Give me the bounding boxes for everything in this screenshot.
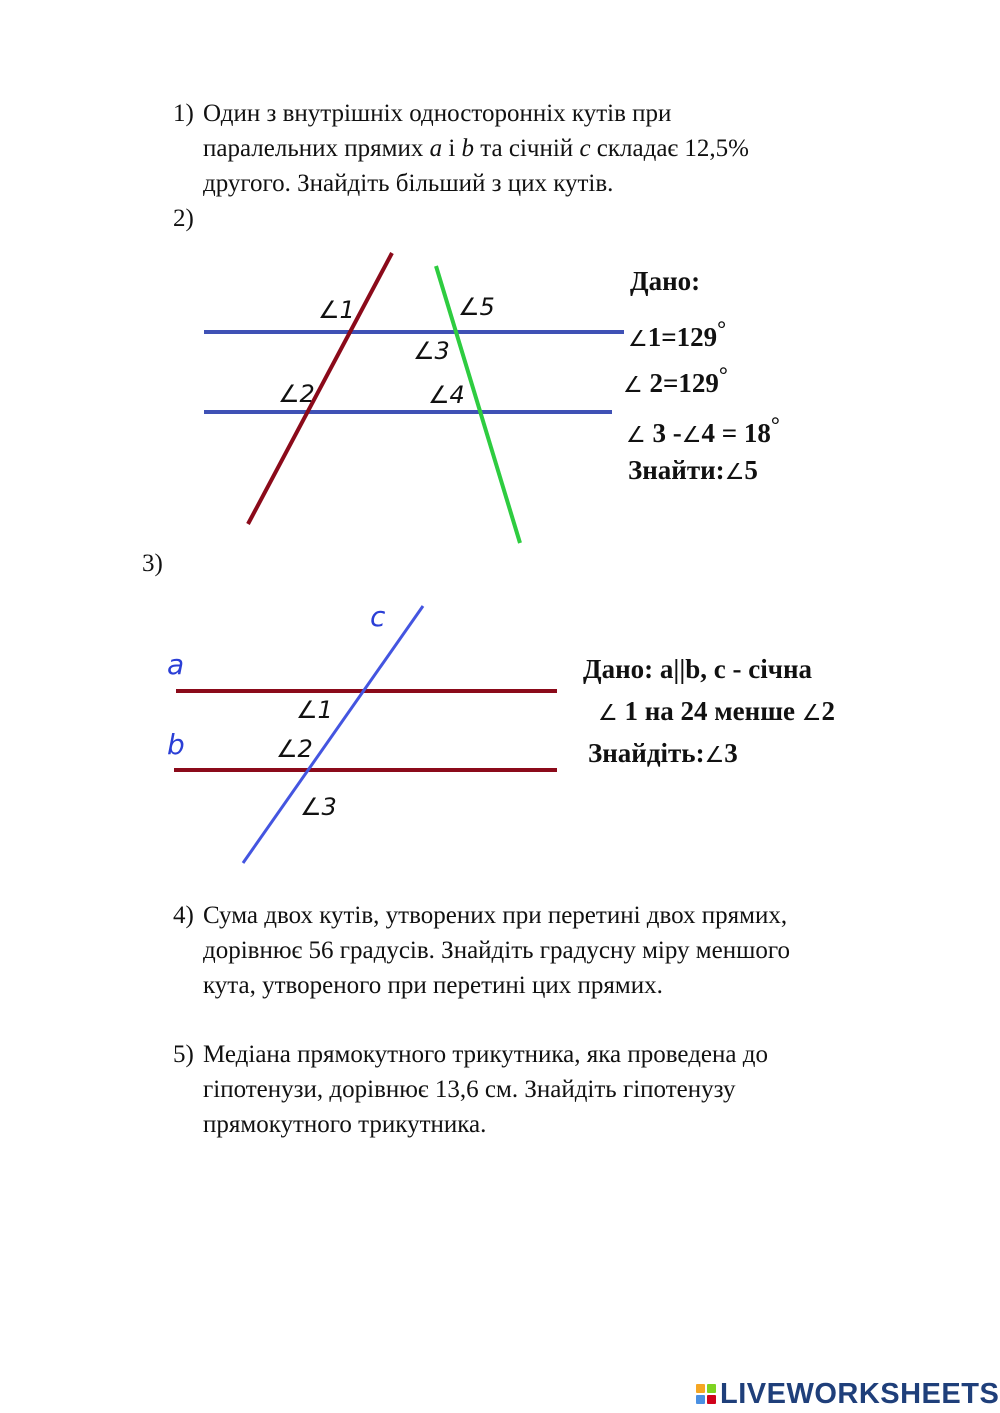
angle-symbol: ∠ (801, 701, 822, 726)
p2-given-3-value: 3 - (652, 418, 682, 448)
p2-find-value: 5 (744, 455, 758, 485)
problem-1-text: паралельних прямих (203, 135, 424, 162)
var-b: b (461, 135, 475, 162)
conj-i: і (448, 135, 456, 162)
angle-symbol: ∠ (704, 743, 725, 768)
p3-given-2-end: 2 (821, 696, 835, 726)
p3-label-line-a: a (167, 648, 185, 681)
problem-1-line-1: Один з внутрішніх односторонніх кутів при (203, 100, 672, 127)
degree-mark: ° (717, 316, 727, 341)
angle-symbol: ∠ (681, 423, 702, 448)
degree-mark: ° (770, 412, 780, 437)
problem-1-text: складає 12,5% (596, 135, 749, 162)
var-a: a (429, 135, 443, 162)
problem-5-line-3: прямокутного трикутника. (203, 1111, 487, 1138)
p2-transversal-red (248, 253, 392, 524)
problem-5-line-2: гіпотенузи, дорівнює 13,6 см. Знайдіть гіпотенузу (203, 1076, 736, 1103)
p3-label-angle-3: ∠3 (300, 793, 337, 821)
p3-given-2-text: 1 на 24 менше (624, 696, 796, 726)
p2-find-label: Знайти: (628, 455, 725, 485)
p3-label-line-c: c (370, 600, 386, 633)
p2-label-angle-2: ∠2 (278, 380, 315, 408)
angle-symbol: ∠ (628, 327, 648, 352)
angle-symbol: ∠ (626, 423, 646, 448)
p2-given-line-2 (623, 360, 728, 401)
problem-4-number: 4) (173, 902, 194, 929)
p3-transversal-c (243, 606, 423, 863)
p3-label-line-b: b (167, 728, 185, 761)
problem-5-line-1: Медіана прямокутного трикутника, яка проведена до (203, 1041, 768, 1068)
p2-given-line-1 (628, 314, 726, 355)
problem-1-number: 1) (173, 100, 194, 127)
degree-mark: ° (718, 362, 728, 387)
brand-name: LIVEWORKSHEETS (720, 1377, 1000, 1410)
p3-given-line-2 (598, 696, 835, 729)
p2-find-line (628, 455, 758, 488)
angle-symbol: ∠ (598, 701, 618, 726)
p2-given-3b-value: 4 = 18 (701, 418, 771, 448)
problem-4-line-1: Сума двох кутів, утворених при перетині двох прямих, (203, 902, 788, 929)
p3-label-angle-1: ∠1 (296, 696, 333, 724)
p2-label-angle-1: ∠1 (318, 296, 355, 324)
p3-find-label: Знайдіть: (588, 738, 705, 768)
p2-given-1-value: 1=129 (647, 322, 718, 352)
angle-symbol: ∠ (623, 373, 643, 398)
var-c: c (579, 135, 591, 162)
problem-1-line-3: другого. Знайдіть більший з цих кутів. (203, 170, 614, 197)
problem-1-text: та січній (480, 135, 574, 162)
p2-given-line-3 (626, 410, 780, 451)
p3-label-angle-2: ∠2 (276, 735, 313, 763)
p2-label-angle-3: ∠3 (413, 337, 450, 365)
problem-5-number: 5) (173, 1041, 194, 1068)
liveworksheets-logo-icon (696, 1384, 716, 1404)
p2-label-angle-5: ∠5 (458, 293, 495, 321)
problem-2-number: 2) (173, 205, 194, 232)
p3-given-line-1: Дано: a||b, c - січна (583, 654, 813, 684)
p2-given-2-value: 2=129 (649, 368, 719, 398)
problem-4-line-3: кута, утвореного при перетині цих прямих. (203, 972, 663, 999)
p3-find-value: 3 (724, 738, 738, 768)
angle-symbol: ∠ (724, 460, 745, 485)
p2-label-angle-4: ∠4 (428, 381, 465, 409)
problem-4-line-2: дорівнює 56 градусів. Знайдіть градусну міру меншого (203, 937, 790, 964)
p3-find-line (588, 738, 738, 771)
liveworksheets-logo (696, 1376, 999, 1412)
p2-given-title: Дано: (630, 266, 701, 296)
problem-3-number: 3) (142, 550, 163, 577)
